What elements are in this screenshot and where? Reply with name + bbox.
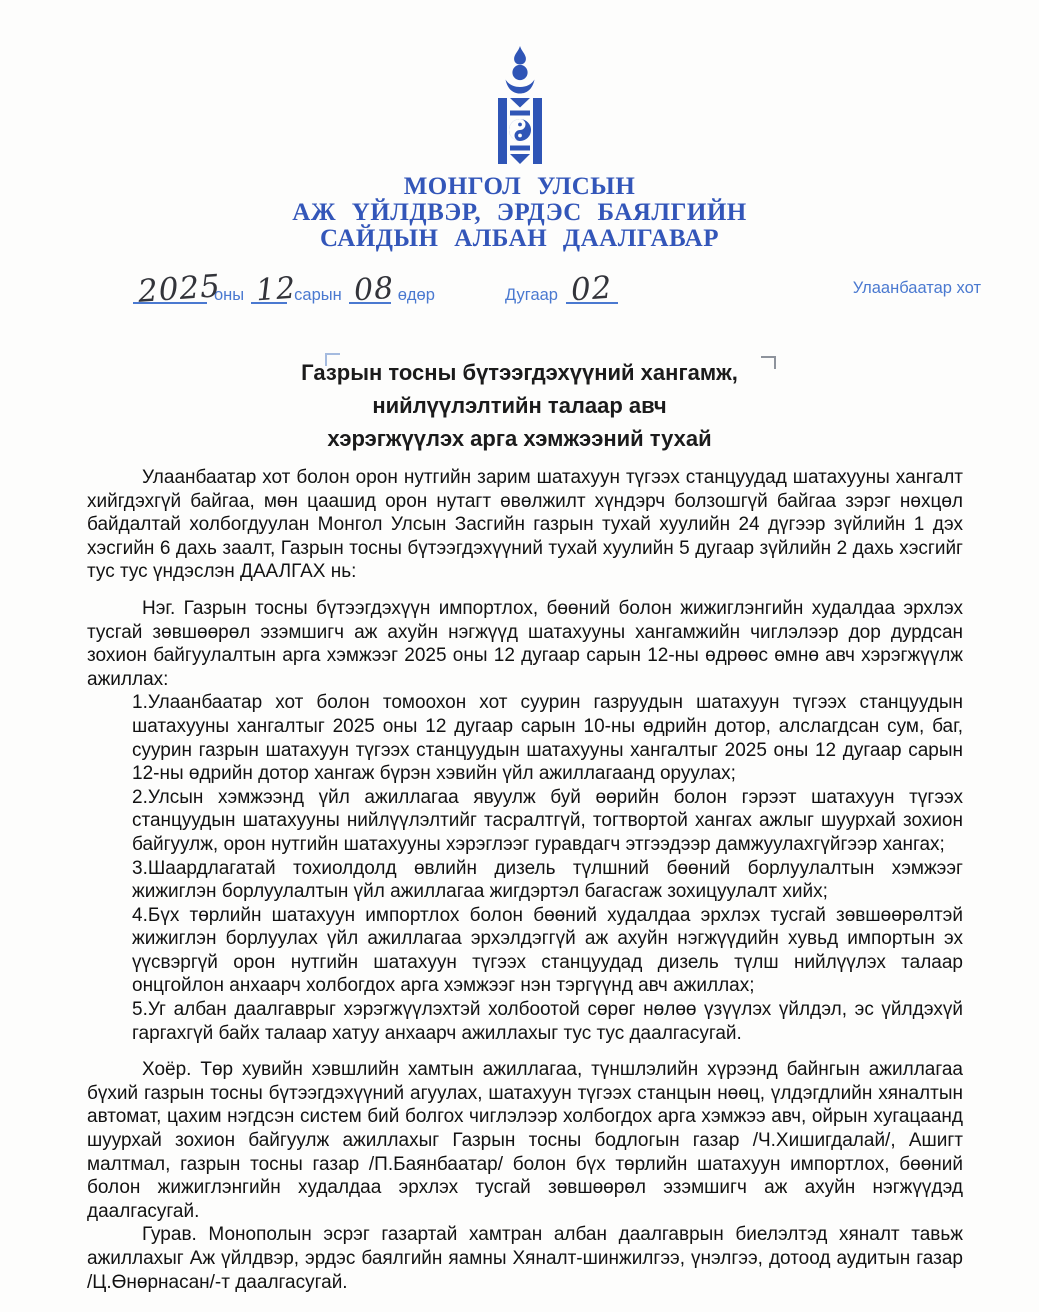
item-3: 3.Шаардлагатай тохиолдолд өвлийн дизель түлшний бөөний борлуулалтын хэмжээг жижиглэн борлуулалтын үйл ажиллагаа жигдэртэл багасгаж зохицуулалт хийх; xyxy=(132,857,963,903)
date-fields xyxy=(133,267,435,310)
year-label: оны xyxy=(214,285,245,304)
item-5: 5.Уг албан даалгаврыг хэрэгжүүлэхтэй холбоотой сөрөг нөлөө үзүүлэх үйлдэл, эс үйлдэхүй гаргахгүй байх талаар хатуу анхаарч ажиллахыг тус тус даалгасугай. xyxy=(132,999,963,1044)
month-handwritten-value: 12 xyxy=(254,270,298,308)
title-line-1: Газрын тосны бүтээгдэхүүний хангамж, xyxy=(301,360,738,385)
item-1: 1.Улаанбаатар хот болон томоохон хот суурин газруудын шатахуун түгээх станцуудын шатахууны хангалтыг 2025 оны 12 дугаар сарын 10-ны өдрийн дотор, алслагдсан сум, баг, суурин газрын шатахуун түгээх станцуудын шатахууны хангалтыг 2025 оны 12 дугаар сарын 12-ны өдрийн дотор хангаж бүрэн хэвийн үйл ажиллагаанд оруулах; xyxy=(132,692,963,785)
title-line-2: нийлүүлэлтийн талаар авч xyxy=(372,393,667,418)
document-body xyxy=(87,466,963,1294)
month-label: сарын xyxy=(294,285,342,304)
letterhead xyxy=(0,174,1039,252)
soyombo-emblem-icon xyxy=(487,46,553,168)
year-blank xyxy=(133,267,223,310)
number-handwritten-value: 02 xyxy=(569,269,614,309)
day-label: өдөр xyxy=(397,285,435,304)
letterhead-line-country: МОНГОЛ УЛСЫН xyxy=(403,173,636,200)
document-number-field xyxy=(505,269,618,309)
month-blank xyxy=(251,270,298,308)
intro-paragraph: Улаанбаатар хот болон орон нутгийн зарим шатахуун түгээх станцуудад шатахууны хангалт хийгдэхгүй байгаа, мөн цаашид орон нутагт өвөлжилт хүндэрч болзошгүй байгаа зэрэг нөхцөл байдалтай холбогдуулан Монгол Улсын Засгийн газрын тухай хуулийн 24 дүгээр зүйлийн 1 дэх хэсгийн 6 дахь заалт, Газрын тосны бүтээгдэхүүний тухай хуулийн 5 дугаар зүйлийн 2 дахь хэсгийг тус тус үндэслэн ДААЛГАХ нь: xyxy=(87,467,963,583)
section-two-paragraph: Хоёр. Төр хувийн хэвшлийн хамтын ажиллагаа, түншлэлийн хүрээнд байнгын ажиллагаа бүхий газрын тосны бүтээгдэхүүний агуулах, шатахуун түгээх станцын нөөц, үлдэгдлийн хяналтын автомат, цахим нэгдсэн систем бий болгох чиглэлээр холбогдох арга хэмжээ авч, ойрын хугацаанд шуурхай зохион байгуулж ажиллахыг Газрын тосны бодлогын газар /Ч.Хишигдалай/, Ашигт малтмал, газрын тосны газар /П.Баянбаатар/ болон бүх төрлийн шатахуун импортлох, бөөний болон жижиглэнгийн худалдаа эрхлэх тусгай зөвшөөрөл эзэмшигч аж ахуйн нэгжүүдэд даалгасугай. xyxy=(87,1059,963,1222)
year-handwritten-value: 2025 xyxy=(136,267,223,310)
letterhead-line-doctype: САЙДЫН АЛБАН ДААЛГАВАР xyxy=(320,225,719,252)
city-label: Улаанбаатар хот xyxy=(852,279,981,297)
section-one-paragraph: Нэг. Газрын тосны бүтээгдэхүүн импортлох, бөөний болон жижиглэнгийн худалдаа эрхлэх тусгай зөвшөөрөл эзэмшигч аж ахуйн нэгжүүд шатахууны хангамжийн чиглэлээр дор дурдсан зохион байгуулалтын арга хэмжээг 2025 оны 12 дугаар сарын 12-ны өдрөөс өмнө авч хэрэгжүүлж ажиллах: xyxy=(87,597,963,690)
title-line-3: хэрэгжүүлэх арга хэмжээний тухай xyxy=(327,426,712,451)
item-2: 2.Улсын хэмжээнд үйл ажиллагаа явуулж буй өөрийн болон гэрээт шатахуун түгээх станцуудын шатахууны нийлүүлэлтийг тасралтгүй, тогтвортой хангах ажлыг шуурхай зохион байгуулж, орон нутгийн шатахууны хэрэглээг гуравдагч этгээдээр дамжуулахгүйгээр хангах; xyxy=(132,786,963,855)
dateline xyxy=(0,266,1039,308)
numbered-items xyxy=(132,691,963,1045)
number-label: Дугаар xyxy=(505,285,558,304)
day-handwritten-value: 08 xyxy=(352,270,396,308)
letterhead-line-ministry: АЖ ҮЙЛДВЭР, ЭРДЭС БАЯЛГИЙН xyxy=(292,199,747,226)
number-blank xyxy=(566,269,618,309)
day-blank xyxy=(349,270,396,308)
section-three-paragraph: Гурав. Монополын эсрэг газартай хамтран албан даалгаврын биелэлтэд хяналт тавьж ажиллахыг Аж үйлдвэр, эрдэс баялгийн яамны Хяналт-шинжилгээ, үнэлгээ, дотоод аудитын газар /Ц.Өнөрнасан/-т даалгасугай. xyxy=(87,1224,963,1293)
item-4: 4.Бүх төрлийн шатахуун импортлох болон бөөний худалдаа эрхлэх тусгай зөвшөөрөлтэй жижиглэн борлуулах үйл ажиллагаа эрхэлдэггүй аж ахуйн нэгжүүдийн хувьд импортын эх үүсвэргүй орон нутгийн шатахуун түгээх станцуудад дизель түлш нийлүүлэх талаар онцгойлон анхаарч холбогдох арга хэмжээг нэн тэргүүнд авч ажиллах; xyxy=(132,904,963,997)
document-title xyxy=(0,356,1039,455)
